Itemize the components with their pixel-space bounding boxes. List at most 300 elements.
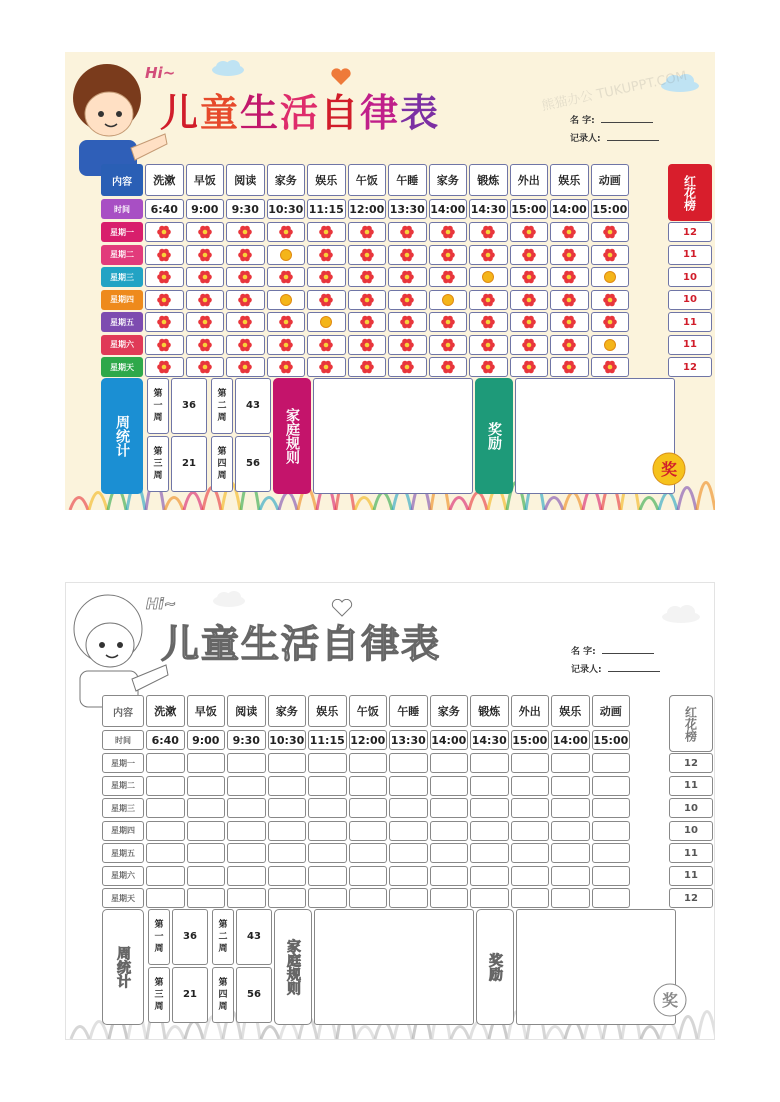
time-cell: 14:30: [469, 199, 508, 219]
activity-header: 娱乐: [551, 695, 590, 727]
activity-header: 阅读: [226, 164, 265, 196]
day-cell: [307, 290, 346, 310]
scribble-stroke: [374, 493, 392, 511]
red-flower-icon: [522, 315, 536, 329]
red-flower-icon: [603, 315, 617, 329]
week-value: 21: [171, 436, 207, 492]
day-cell: [308, 888, 347, 908]
red-flower-icon: [319, 338, 333, 352]
day-cell: [268, 798, 307, 818]
day-cell: [388, 335, 427, 355]
day-cell: [389, 888, 428, 908]
ranking-score: 10: [669, 821, 713, 841]
day-cell: [186, 312, 225, 332]
day-cell: [268, 776, 307, 796]
day-cell: [348, 290, 387, 310]
red-flower-icon: [238, 225, 252, 239]
day-cell: [511, 776, 550, 796]
day-cell: [511, 798, 550, 818]
day-cell: [510, 267, 549, 287]
reward-label: 奖励: [476, 909, 514, 1025]
week-name: 第二周: [211, 378, 233, 434]
day-cell: [469, 267, 508, 287]
day-cell: [469, 357, 508, 377]
day-cell: [145, 267, 184, 287]
red-flower-icon: [319, 360, 333, 374]
red-flower-icon: [481, 248, 495, 262]
name-label: 名 字:: [570, 115, 595, 126]
day-label: 星期二: [102, 776, 144, 796]
scribble-stroke: [89, 493, 107, 511]
day-label: 星期一: [101, 222, 143, 242]
day-cell: [511, 843, 550, 863]
family-rules-label: 家庭规则: [274, 909, 312, 1025]
red-flower-icon: [522, 248, 536, 262]
red-flower-icon: [562, 315, 576, 329]
week-value: 43: [236, 909, 272, 965]
day-cell: [429, 290, 468, 310]
day-cell: [429, 335, 468, 355]
day-cell: [348, 312, 387, 332]
day-cell: [510, 335, 549, 355]
day-cell: [227, 888, 266, 908]
day-cell: [187, 866, 226, 886]
family-rules-box: [314, 909, 474, 1025]
scribble-stroke: [659, 493, 677, 511]
day-cell: [349, 753, 388, 773]
week-name: 第二周: [212, 909, 234, 965]
day-cell: [510, 290, 549, 310]
day-cell: [510, 245, 549, 265]
day-cell: [388, 312, 427, 332]
day-cell: [429, 222, 468, 242]
day-label: 星期天: [101, 357, 143, 377]
day-cell: [146, 798, 185, 818]
content-label: 内容: [102, 695, 144, 727]
red-flower-icon: [319, 270, 333, 284]
name-field[interactable]: [571, 641, 660, 659]
day-cell: [551, 821, 590, 841]
title-char: 律: [361, 622, 402, 666]
activity-header: 午饭: [349, 695, 388, 727]
day-cell: [145, 245, 184, 265]
day-cell: [146, 866, 185, 886]
scribble-stroke: [564, 493, 582, 511]
title-char: 儿: [160, 91, 201, 135]
day-cell: [388, 245, 427, 265]
red-flower-icon: [562, 360, 576, 374]
day-cell: [550, 357, 589, 377]
day-cell: [349, 798, 388, 818]
svg-text:奖: 奖: [661, 991, 679, 1010]
red-flower-icon: [562, 248, 576, 262]
content-label: 内容: [101, 164, 143, 196]
activity-header: 午睡: [388, 164, 427, 196]
red-flower-icon: [441, 225, 455, 239]
ranking-score: 11: [669, 843, 713, 863]
week-name: 第三周: [148, 967, 170, 1023]
scribble-stroke: [546, 1027, 564, 1040]
day-cell: [430, 821, 469, 841]
color-schedule-sheet: [65, 52, 715, 510]
ranking-score: 11: [669, 866, 713, 886]
day-cell: [511, 888, 550, 908]
activity-header: 早饭: [186, 164, 225, 196]
title-char: 自: [320, 91, 361, 135]
day-cell: [389, 866, 428, 886]
time-cell: 15:00: [592, 730, 631, 750]
scribble-stroke: [71, 1027, 89, 1040]
activity-header: 家务: [430, 695, 469, 727]
red-flower-icon: [157, 293, 171, 307]
scribble-stroke: [469, 493, 487, 511]
day-cell: [388, 290, 427, 310]
day-cell: [308, 753, 347, 773]
red-flower-icon: [198, 360, 212, 374]
day-cell: [268, 843, 307, 863]
scribble-stroke: [165, 498, 183, 511]
day-cell: [187, 798, 226, 818]
scribble-stroke: [279, 493, 297, 511]
day-cell: [430, 753, 469, 773]
day-cell: [226, 312, 265, 332]
activity-header: 洗漱: [145, 164, 184, 196]
day-cell: [146, 821, 185, 841]
title-char: 活: [280, 91, 321, 135]
day-cell: [186, 267, 225, 287]
time-cell: 12:00: [348, 199, 387, 219]
day-cell: [268, 888, 307, 908]
day-cell: [551, 843, 590, 863]
activity-header: 锻炼: [469, 164, 508, 196]
day-cell: [470, 776, 509, 796]
ranking-score: 10: [669, 798, 713, 818]
day-cell: [430, 843, 469, 863]
day-cell: [511, 753, 550, 773]
day-cell: [227, 866, 266, 886]
red-flower-icon: [562, 293, 576, 307]
scribble-stroke: [679, 1017, 697, 1040]
red-flower-icon: [319, 293, 333, 307]
day-cell: [267, 312, 306, 332]
day-cell: [510, 222, 549, 242]
time-cell: 9:30: [227, 730, 266, 750]
day-cell: [145, 335, 184, 355]
red-flower-icon: [603, 293, 617, 307]
day-cell: [145, 312, 184, 332]
greeting-text: Hi~: [146, 595, 177, 613]
red-flower-icon: [157, 315, 171, 329]
day-cell: [308, 798, 347, 818]
title-char: 童: [201, 622, 242, 666]
scribble-stroke: [261, 1027, 279, 1040]
activity-header: 午饭: [348, 164, 387, 196]
sun-face-icon: [481, 270, 495, 284]
weekly-stat-label: 周统计: [101, 378, 143, 494]
day-cell: [308, 776, 347, 796]
day-cell: [267, 222, 306, 242]
day-cell: [145, 222, 184, 242]
day-label: 星期五: [101, 312, 143, 332]
activity-header: 锻炼: [470, 695, 509, 727]
day-cell: [348, 222, 387, 242]
red-flower-icon: [157, 338, 171, 352]
scribble-stroke: [641, 1027, 659, 1040]
red-flower-icon: [400, 225, 414, 239]
red-flower-icon: [279, 360, 293, 374]
day-cell: [308, 821, 347, 841]
day-cell: [469, 245, 508, 265]
recorder-field[interactable]: [571, 659, 660, 677]
svg-text:奖: 奖: [660, 460, 678, 479]
family-rules-box: [313, 378, 473, 494]
day-cell: [592, 888, 631, 908]
time-cell: 10:30: [267, 199, 306, 219]
scribble-stroke: [355, 498, 373, 511]
day-label: 星期三: [101, 267, 143, 287]
time-cell: 14:00: [429, 199, 468, 219]
day-cell: [307, 222, 346, 242]
ranking-score: 12: [669, 888, 713, 908]
ranking-label: 红花榜: [669, 695, 713, 752]
day-cell: [307, 245, 346, 265]
family-rules-label: 家庭规则: [273, 378, 311, 494]
red-flower-icon: [198, 293, 212, 307]
day-cell: [470, 866, 509, 886]
week-name: 第三周: [147, 436, 169, 492]
activity-header: 娱乐: [308, 695, 347, 727]
day-cell: [307, 267, 346, 287]
time-cell: 14:00: [430, 730, 469, 750]
sun-face-icon: [319, 315, 333, 329]
red-flower-icon: [441, 248, 455, 262]
title-char: 自: [321, 622, 362, 666]
header-fields: [571, 641, 660, 677]
time-label: 时间: [102, 730, 144, 750]
red-flower-icon: [481, 315, 495, 329]
day-cell: [226, 267, 265, 287]
day-cell: [308, 843, 347, 863]
scribble-stroke: [678, 488, 696, 511]
red-flower-icon: [441, 360, 455, 374]
time-cell: 13:30: [388, 199, 427, 219]
day-cell: [349, 843, 388, 863]
day-cell: [267, 267, 306, 287]
day-cell: [550, 312, 589, 332]
day-cell: [510, 357, 549, 377]
red-flower-icon: [522, 270, 536, 284]
day-cell: [550, 222, 589, 242]
day-cell: [430, 776, 469, 796]
day-cell: [349, 776, 388, 796]
ranking-score: 10: [668, 267, 712, 287]
day-cell: [430, 798, 469, 818]
cloud-icon: [211, 60, 245, 76]
day-cell: [389, 798, 428, 818]
ranking-score: 11: [669, 776, 713, 796]
scribble-stroke: [640, 498, 658, 511]
red-flower-icon: [198, 315, 212, 329]
red-flower-icon: [400, 293, 414, 307]
red-flower-icon: [279, 225, 293, 239]
red-flower-icon: [562, 270, 576, 284]
day-cell: [389, 776, 428, 796]
red-flower-icon: [562, 225, 576, 239]
red-flower-icon: [481, 225, 495, 239]
ranking-score: 11: [668, 312, 712, 332]
day-cell: [227, 821, 266, 841]
red-flower-icon: [238, 270, 252, 284]
activity-header: 娱乐: [307, 164, 346, 196]
red-flower-icon: [441, 338, 455, 352]
activity-header: 动画: [592, 695, 631, 727]
recorder-field[interactable]: [570, 128, 659, 146]
week-name: 第四周: [212, 967, 234, 1023]
week-value: 56: [236, 967, 272, 1023]
scribble-stroke: [545, 498, 563, 511]
day-cell: [268, 753, 307, 773]
day-label: 星期五: [102, 843, 144, 863]
day-cell: [429, 267, 468, 287]
ranking-score: 12: [668, 222, 712, 242]
day-cell: [592, 843, 631, 863]
red-flower-icon: [522, 293, 536, 307]
day-cell: [592, 821, 631, 841]
ranking-score: 11: [668, 335, 712, 355]
red-flower-icon: [238, 360, 252, 374]
sun-face-icon: [441, 293, 455, 307]
time-cell: 14:00: [550, 199, 589, 219]
day-cell: [388, 267, 427, 287]
red-flower-icon: [522, 225, 536, 239]
red-flower-icon: [522, 360, 536, 374]
day-cell: [591, 312, 630, 332]
day-cell: [227, 753, 266, 773]
time-cell: 11:15: [308, 730, 347, 750]
red-flower-icon: [441, 315, 455, 329]
red-flower-icon: [360, 338, 374, 352]
day-cell: [349, 866, 388, 886]
day-cell: [267, 357, 306, 377]
page-title: [161, 613, 441, 668]
title-char: 生: [240, 91, 281, 135]
day-cell: [348, 245, 387, 265]
day-cell: [470, 821, 509, 841]
ranking-score: 12: [669, 753, 713, 773]
scribble-stroke: [697, 483, 715, 511]
red-flower-icon: [279, 270, 293, 284]
week-value: 43: [235, 378, 271, 434]
red-flower-icon: [157, 225, 171, 239]
day-cell: [470, 753, 509, 773]
red-flower-icon: [400, 338, 414, 352]
recorder-label: 记录人:: [571, 664, 602, 675]
day-cell: [550, 335, 589, 355]
red-flower-icon: [360, 270, 374, 284]
time-cell: 6:40: [145, 199, 184, 219]
day-cell: [307, 335, 346, 355]
header-fields: [570, 110, 659, 146]
name-field[interactable]: [570, 110, 659, 128]
red-flower-icon: [238, 248, 252, 262]
day-cell: [187, 753, 226, 773]
week-value: 36: [171, 378, 207, 434]
award-badge-icon: [650, 450, 688, 488]
cloud-icon: [212, 591, 246, 607]
activity-header: 洗漱: [146, 695, 185, 727]
day-cell: [186, 357, 225, 377]
day-cell: [307, 312, 346, 332]
red-flower-icon: [198, 338, 212, 352]
day-cell: [349, 821, 388, 841]
day-cell: [348, 357, 387, 377]
day-cell: [186, 290, 225, 310]
title-char: 生: [241, 622, 282, 666]
day-cell: [226, 245, 265, 265]
red-flower-icon: [238, 315, 252, 329]
day-label: 星期四: [102, 821, 144, 841]
day-label: 星期四: [101, 290, 143, 310]
day-cell: [146, 753, 185, 773]
day-cell: [146, 843, 185, 863]
red-flower-icon: [360, 248, 374, 262]
day-cell: [388, 222, 427, 242]
day-cell: [227, 798, 266, 818]
red-flower-icon: [360, 315, 374, 329]
day-cell: [470, 843, 509, 863]
weekly-stat-label: 周统计: [102, 909, 144, 1025]
page-title: [160, 82, 440, 137]
day-cell: [146, 776, 185, 796]
scribble-stroke: [185, 1022, 203, 1040]
day-cell: [268, 821, 307, 841]
day-cell: [469, 312, 508, 332]
time-cell: 15:00: [511, 730, 550, 750]
recorder-label: 记录人:: [570, 133, 601, 144]
day-cell: [187, 821, 226, 841]
scribble-stroke: [450, 498, 468, 511]
red-flower-icon: [522, 338, 536, 352]
day-cell: [551, 866, 590, 886]
day-cell: [430, 888, 469, 908]
scribble-stroke: [451, 1027, 469, 1040]
day-cell: [429, 357, 468, 377]
day-cell: [430, 866, 469, 886]
time-cell: 6:40: [146, 730, 185, 750]
red-flower-icon: [360, 225, 374, 239]
red-flower-icon: [279, 315, 293, 329]
greeting-text: Hi~: [145, 64, 176, 82]
reward-label: 奖励: [475, 378, 513, 494]
sun-face-icon: [603, 270, 617, 284]
day-cell: [267, 335, 306, 355]
activity-header: 午睡: [389, 695, 428, 727]
day-cell: [591, 290, 630, 310]
red-flower-icon: [603, 248, 617, 262]
week-name: 第一周: [147, 378, 169, 434]
day-cell: [226, 335, 265, 355]
day-cell: [550, 267, 589, 287]
ranking-label: 红花榜: [668, 164, 712, 221]
time-cell: 9:00: [187, 730, 226, 750]
day-cell: [186, 335, 225, 355]
red-flower-icon: [279, 338, 293, 352]
red-flower-icon: [360, 293, 374, 307]
day-cell: [469, 335, 508, 355]
day-cell: [591, 335, 630, 355]
day-cell: [227, 776, 266, 796]
day-cell: [551, 798, 590, 818]
